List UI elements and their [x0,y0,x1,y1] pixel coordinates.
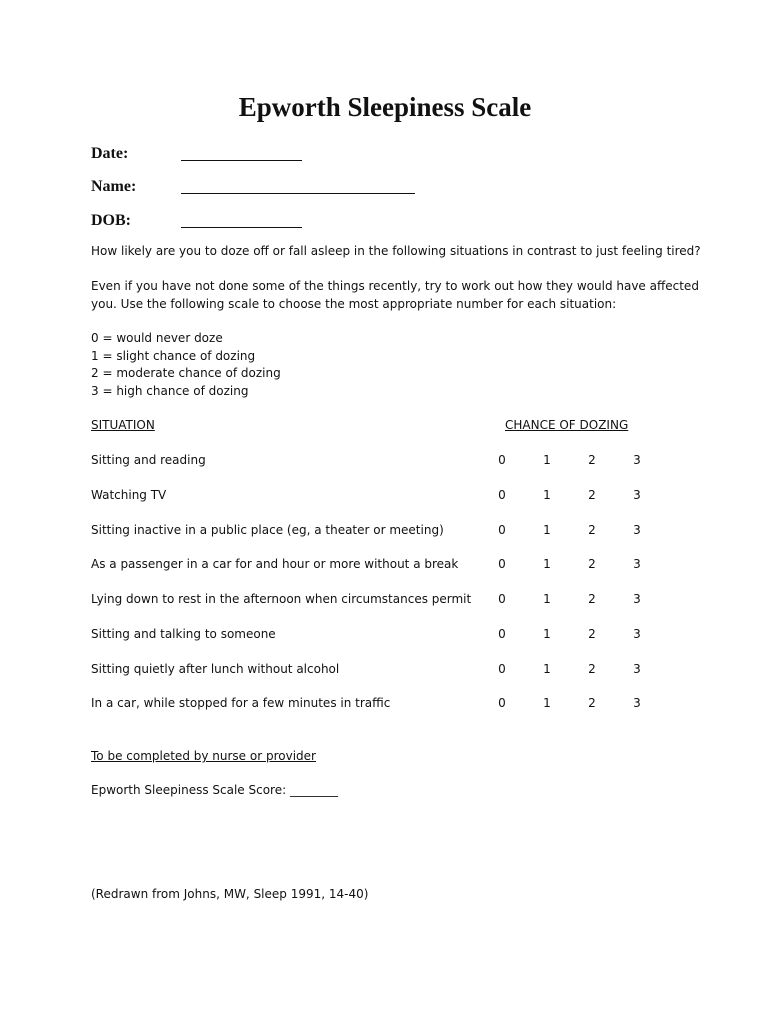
intro-question [91,243,731,261]
dob-blank-line[interactable] [181,227,302,228]
chance-option-1[interactable]: 1 [543,626,551,641]
chance-option-3[interactable]: 3 [633,696,641,711]
situation-label: As a passenger in a car for and hour or more without a break [91,557,459,572]
chance-option-0[interactable]: 0 [498,487,506,502]
chance-option-0[interactable]: 0 [498,592,506,606]
situation-label: Lying down to rest in the afternoon when circumstances permit [91,592,472,606]
situation-label: Sitting and talking to someone [91,626,276,641]
chance-option-2[interactable]: 2 [588,661,596,676]
chance-option-3[interactable]: 3 [633,453,641,467]
scale-item: 1 = slight chance of dozing [91,348,256,363]
chance-option-1[interactable]: 1 [543,487,551,502]
chance-option-2[interactable]: 2 [588,557,596,572]
scale-item: 0 = would never doze [91,331,223,345]
chance-option-2[interactable]: 2 [588,626,596,641]
situation-header: SITUATION [91,418,155,432]
page-title: Epworth Sleepiness Scale [238,92,532,122]
chance-option-1[interactable]: 1 [543,592,551,606]
instructions-line-2: you. Use the following scale to choose the most appropriate number for each situation: [91,296,617,311]
chance-option-3[interactable]: 3 [633,626,641,641]
chance-option-0[interactable]: 0 [498,453,506,467]
scale-legend [91,330,691,400]
chance-option-2[interactable]: 2 [588,487,596,502]
table-row [91,557,691,575]
chance-option-3[interactable]: 3 [633,522,641,537]
chance-option-0[interactable]: 0 [498,557,506,572]
table-row [91,453,691,471]
chance-option-0[interactable]: 0 [498,661,506,676]
chance-option-1[interactable]: 1 [543,696,551,711]
question-text: How likely are you to doze off or fall asleep in the following situations in contrast to just feeling tired? [91,244,701,258]
table-row [91,523,691,541]
table-row [91,627,691,645]
table-row [91,592,691,610]
situation-label: Watching TV [91,487,167,502]
name-label: Name: [91,178,137,195]
chance-option-0[interactable]: 0 [498,522,506,537]
chance-option-2[interactable]: 2 [588,696,596,711]
chance-option-2[interactable]: 2 [588,592,596,606]
chance-option-1[interactable]: 1 [543,557,551,572]
chance-option-3[interactable]: 3 [633,592,641,606]
chance-option-2[interactable]: 2 [588,522,596,537]
scale-item: 3 = high chance of dozing [91,383,249,398]
chance-option-0[interactable]: 0 [498,626,506,641]
situation-label: In a car, while stopped for a few minutes in traffic [91,696,391,711]
table-row [91,662,691,680]
date-label: Date: [91,145,129,162]
situation-label: Sitting quietly after lunch without alcohol [91,661,340,676]
name-blank-line[interactable] [181,193,415,194]
instructions [91,278,731,313]
situation-label: Sitting and reading [91,453,206,467]
chance-option-1[interactable]: 1 [543,522,551,537]
date-blank-line[interactable] [181,160,302,161]
chance-option-0[interactable]: 0 [498,696,506,711]
scale-item: 2 = moderate chance of dozing [91,366,281,380]
provider-heading: To be completed by nurse or provider [91,749,316,763]
provider-section [91,748,691,766]
score-section [91,782,691,800]
table-row [91,488,691,506]
instructions-line-1: Even if you have not done some of the things recently, try to work out how they would have affected [91,279,699,293]
citation: (Redrawn from Johns, MW, Sleep 1991, 14-40) [91,887,369,901]
chance-option-3[interactable]: 3 [633,557,641,572]
chance-option-3[interactable]: 3 [633,487,641,502]
chance-option-1[interactable]: 1 [543,661,551,676]
chance-option-1[interactable]: 1 [543,453,551,467]
situation-label: Sitting inactive in a public place (eg, a theater or meeting) [91,522,444,537]
chance-option-2[interactable]: 2 [588,453,596,467]
dob-label: DOB: [91,212,131,229]
chance-option-3[interactable]: 3 [633,661,641,676]
table-row [91,696,691,714]
citation-section [91,886,691,904]
chance-header: CHANCE OF DOZING [505,418,629,432]
score-line[interactable]: Epworth Sleepiness Scale Score: ________ [91,783,338,797]
